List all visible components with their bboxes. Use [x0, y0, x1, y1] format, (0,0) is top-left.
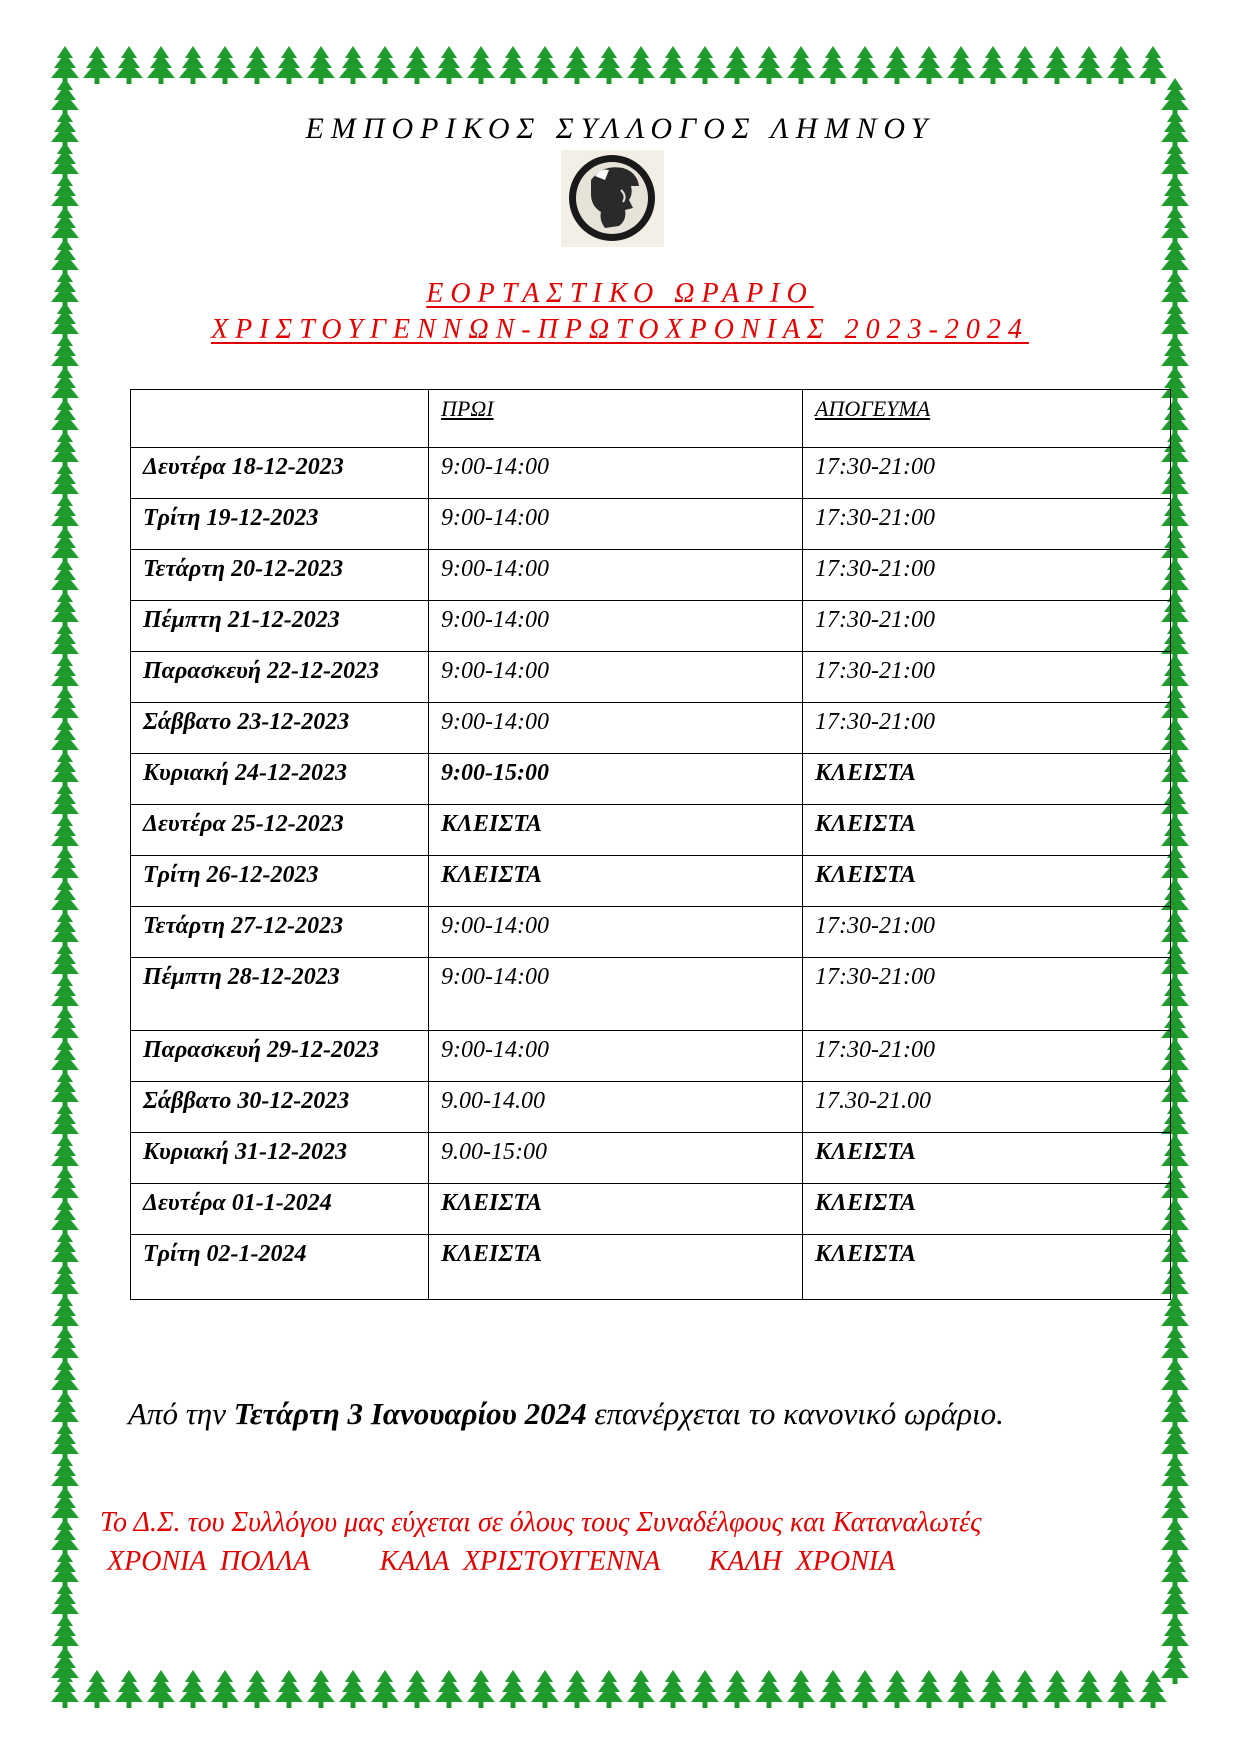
- morning-cell: ΚΛΕΙΣΤΑ: [429, 1235, 803, 1300]
- morning-cell: 9:00-14:00: [429, 499, 803, 550]
- christmas-tree-icon: [467, 1670, 495, 1708]
- christmas-tree-icon: [1107, 46, 1135, 84]
- christmas-tree-icon: [819, 46, 847, 84]
- headline-holiday-hours: ΕΟΡΤΑΣΤΙΚΟ ΩΡΑΡΙΟ: [426, 278, 814, 309]
- day-cell: Πέμπτη 21-12-2023: [131, 601, 429, 652]
- afternoon-cell: 17.30-21.00: [803, 1082, 1171, 1133]
- afternoon-cell: 17:30-21:00: [803, 958, 1171, 1031]
- return-suffix: επανέρχεται το κανονικό ωράριο.: [586, 1396, 1004, 1431]
- christmas-tree-icon: [1075, 46, 1103, 84]
- christmas-tree-icon: [307, 46, 335, 84]
- morning-cell: 9:00-14:00: [429, 703, 803, 754]
- christmas-tree-icon: [755, 1670, 783, 1708]
- headline-period: ΧΡΙΣΤΟΥΓΕΝΝΩΝ-ΠΡΩΤΟΧΡΟΝΙΑΣ 2023-2024: [211, 314, 1029, 345]
- christmas-tree-icon: [435, 1670, 463, 1708]
- christmas-tree-icon: [147, 46, 175, 84]
- table-row: [131, 958, 1171, 1031]
- morning-cell: ΚΛΕΙΣΤΑ: [429, 856, 803, 907]
- afternoon-cell: 17:30-21:00: [803, 907, 1171, 958]
- afternoon-cell: 17:30-21:00: [803, 601, 1171, 652]
- christmas-tree-icon: [627, 46, 655, 84]
- christmas-tree-icon: [179, 46, 207, 84]
- header-morning: ΠΡΩΙ: [429, 390, 803, 448]
- table-header-row: [131, 390, 1171, 448]
- afternoon-cell: ΚΛΕΙΣΤΑ: [803, 754, 1171, 805]
- day-cell: Δευτέρα 18-12-2023: [131, 448, 429, 499]
- christmas-tree-icon: [275, 46, 303, 84]
- header-day: [131, 390, 429, 448]
- afternoon-cell: ΚΛΕΙΣΤΑ: [803, 1184, 1171, 1235]
- christmas-tree-icon: [1011, 46, 1039, 84]
- afternoon-cell: 17:30-21:00: [803, 448, 1171, 499]
- christmas-tree-icon: [339, 1670, 367, 1708]
- day-cell: Δευτέρα 01-1-2024: [131, 1184, 429, 1235]
- morning-cell: ΚΛΕΙΣΤΑ: [429, 1184, 803, 1235]
- christmas-tree-icon: [691, 46, 719, 84]
- christmas-tree-icon: [883, 46, 911, 84]
- day-cell: Σάββατο 23-12-2023: [131, 703, 429, 754]
- christmas-tree-icon: [115, 1670, 143, 1708]
- christmas-tree-icon: [659, 1670, 687, 1708]
- christmas-tree-icon: [563, 1670, 591, 1708]
- table-row: [131, 1082, 1171, 1133]
- christmas-tree-icon: [403, 46, 431, 84]
- table-row: [131, 754, 1171, 805]
- day-cell: Παρασκευή 22-12-2023: [131, 652, 429, 703]
- afternoon-cell: 17:30-21:00: [803, 1031, 1171, 1082]
- day-cell: Κυριακή 31-12-2023: [131, 1133, 429, 1184]
- header-afternoon: ΑΠΟΓΕΥΜΑ: [803, 390, 1171, 448]
- christmas-tree-icon: [947, 1670, 975, 1708]
- table-row: [131, 601, 1171, 652]
- christmas-tree-icon: [531, 1670, 559, 1708]
- christmas-tree-icon: [883, 1670, 911, 1708]
- morning-cell: 9.00-15:00: [429, 1133, 803, 1184]
- christmas-tree-icon: [403, 1670, 431, 1708]
- afternoon-cell: ΚΛΕΙΣΤΑ: [803, 805, 1171, 856]
- morning-cell: 9:00-14:00: [429, 601, 803, 652]
- holiday-wishes: ΧΡΟΝΙΑ ΠΟΛΛΑ ΚΑΛΑ ΧΡΙΣΤΟΥΓΕΝΝΑ ΚΑΛΗ ΧΡΟΝΙΑ: [100, 1546, 896, 1577]
- christmas-tree-icon: [755, 46, 783, 84]
- morning-cell: 9:00-14:00: [429, 550, 803, 601]
- christmas-tree-icon: [659, 46, 687, 84]
- christmas-tree-icon: [275, 1670, 303, 1708]
- day-cell: Κυριακή 24-12-2023: [131, 754, 429, 805]
- christmas-tree-icon: [947, 46, 975, 84]
- christmas-tree-icon: [435, 46, 463, 84]
- christmas-tree-icon: [243, 46, 271, 84]
- hermes-coin-logo-icon: [561, 150, 664, 247]
- table-row: [131, 805, 1171, 856]
- afternoon-cell: 17:30-21:00: [803, 550, 1171, 601]
- christmas-tree-icon: [819, 1670, 847, 1708]
- morning-cell: 9:00-14:00: [429, 448, 803, 499]
- day-cell: Πέμπτη 28-12-2023: [131, 958, 429, 1031]
- christmas-tree-icon: [1075, 1670, 1103, 1708]
- morning-cell: 9:00-14:00: [429, 907, 803, 958]
- morning-cell: 9:00-15:00: [429, 754, 803, 805]
- day-cell: Τετάρτη 27-12-2023: [131, 907, 429, 958]
- morning-cell: ΚΛΕΙΣΤΑ: [429, 805, 803, 856]
- table-row: [131, 856, 1171, 907]
- christmas-tree-icon: [979, 1670, 1007, 1708]
- morning-cell: 9.00-14.00: [429, 1082, 803, 1133]
- christmas-tree-icon: [531, 46, 559, 84]
- day-cell: Τρίτη 26-12-2023: [131, 856, 429, 907]
- christmas-tree-icon: [371, 46, 399, 84]
- christmas-tree-icon: [595, 46, 623, 84]
- return-to-normal-note: [128, 1396, 1168, 1432]
- table-row: [131, 550, 1171, 601]
- christmas-tree-icon: [243, 1670, 271, 1708]
- morning-cell: 9:00-14:00: [429, 1031, 803, 1082]
- afternoon-cell: ΚΛΕΙΣΤΑ: [803, 1235, 1171, 1300]
- christmas-tree-icon: [339, 46, 367, 84]
- table-row: [131, 907, 1171, 958]
- christmas-tree-icon: [1043, 46, 1071, 84]
- christmas-tree-icon: [499, 46, 527, 84]
- table-row: [131, 448, 1171, 499]
- table-row: [131, 499, 1171, 550]
- christmas-tree-icon: [83, 1670, 111, 1708]
- tree-border-top: [44, 44, 1196, 86]
- christmas-tree-icon: [787, 1670, 815, 1708]
- christmas-tree-icon: [179, 1670, 207, 1708]
- afternoon-cell: 17:30-21:00: [803, 703, 1171, 754]
- day-cell: Τρίτη 02-1-2024: [131, 1235, 429, 1300]
- christmas-tree-icon: [499, 1670, 527, 1708]
- christmas-tree-icon: [627, 1670, 655, 1708]
- christmas-tree-icon: [595, 1670, 623, 1708]
- table-row: [131, 652, 1171, 703]
- christmas-tree-icon: [467, 46, 495, 84]
- christmas-tree-icon: [723, 46, 751, 84]
- christmas-tree-icon: [1161, 1646, 1189, 1684]
- christmas-tree-icon: [307, 1670, 335, 1708]
- christmas-tree-icon: [787, 46, 815, 84]
- table-row: [131, 703, 1171, 754]
- christmas-tree-icon: [1043, 1670, 1071, 1708]
- christmas-tree-icon: [83, 46, 111, 84]
- day-cell: Παρασκευή 29-12-2023: [131, 1031, 429, 1082]
- greeting-message: Το Δ.Σ. του Συλλόγου μας εύχεται σε όλους τους Συναδέλφους και Καταναλωτές: [100, 1507, 982, 1538]
- christmas-tree-icon: [979, 46, 1007, 84]
- afternoon-cell: 17:30-21:00: [803, 499, 1171, 550]
- table-row: [131, 1184, 1171, 1235]
- christmas-tree-icon: [147, 1670, 175, 1708]
- morning-cell: 9:00-14:00: [429, 652, 803, 703]
- table-row: [131, 1235, 1171, 1300]
- morning-cell: 9:00-14:00: [429, 958, 803, 1031]
- christmas-tree-icon: [115, 46, 143, 84]
- christmas-tree-icon: [691, 1670, 719, 1708]
- christmas-tree-icon: [915, 1670, 943, 1708]
- christmas-tree-icon: [1011, 1670, 1039, 1708]
- day-cell: Σάββατο 30-12-2023: [131, 1082, 429, 1133]
- christmas-tree-icon: [211, 1670, 239, 1708]
- christmas-tree-icon: [371, 1670, 399, 1708]
- christmas-tree-icon: [851, 1670, 879, 1708]
- table-row: [131, 1133, 1171, 1184]
- afternoon-cell: ΚΛΕΙΣΤΑ: [803, 1133, 1171, 1184]
- christmas-tree-icon: [851, 46, 879, 84]
- christmas-tree-icon: [723, 1670, 751, 1708]
- day-cell: Τρίτη 19-12-2023: [131, 499, 429, 550]
- afternoon-cell: ΚΛΕΙΣΤΑ: [803, 856, 1171, 907]
- day-cell: Δευτέρα 25-12-2023: [131, 805, 429, 856]
- afternoon-cell: 17:30-21:00: [803, 652, 1171, 703]
- day-cell: Τετάρτη 20-12-2023: [131, 550, 429, 601]
- organization-title: ΕΜΠΟΡΙΚΟΣ ΣΥΛΛΟΓΟΣ ΛΗΜΝΟΥ: [305, 112, 935, 145]
- christmas-tree-icon: [915, 46, 943, 84]
- christmas-tree-icon: [51, 1646, 79, 1684]
- table-row: [131, 1031, 1171, 1082]
- christmas-tree-icon: [563, 46, 591, 84]
- return-date: Τετάρτη 3 Ιανουαρίου 2024: [233, 1396, 587, 1431]
- holiday-schedule-table: [130, 389, 1171, 1300]
- christmas-tree-icon: [1107, 1670, 1135, 1708]
- tree-border-bottom: [44, 1668, 1196, 1710]
- christmas-tree-icon: [211, 46, 239, 84]
- return-prefix: Από την: [128, 1396, 234, 1431]
